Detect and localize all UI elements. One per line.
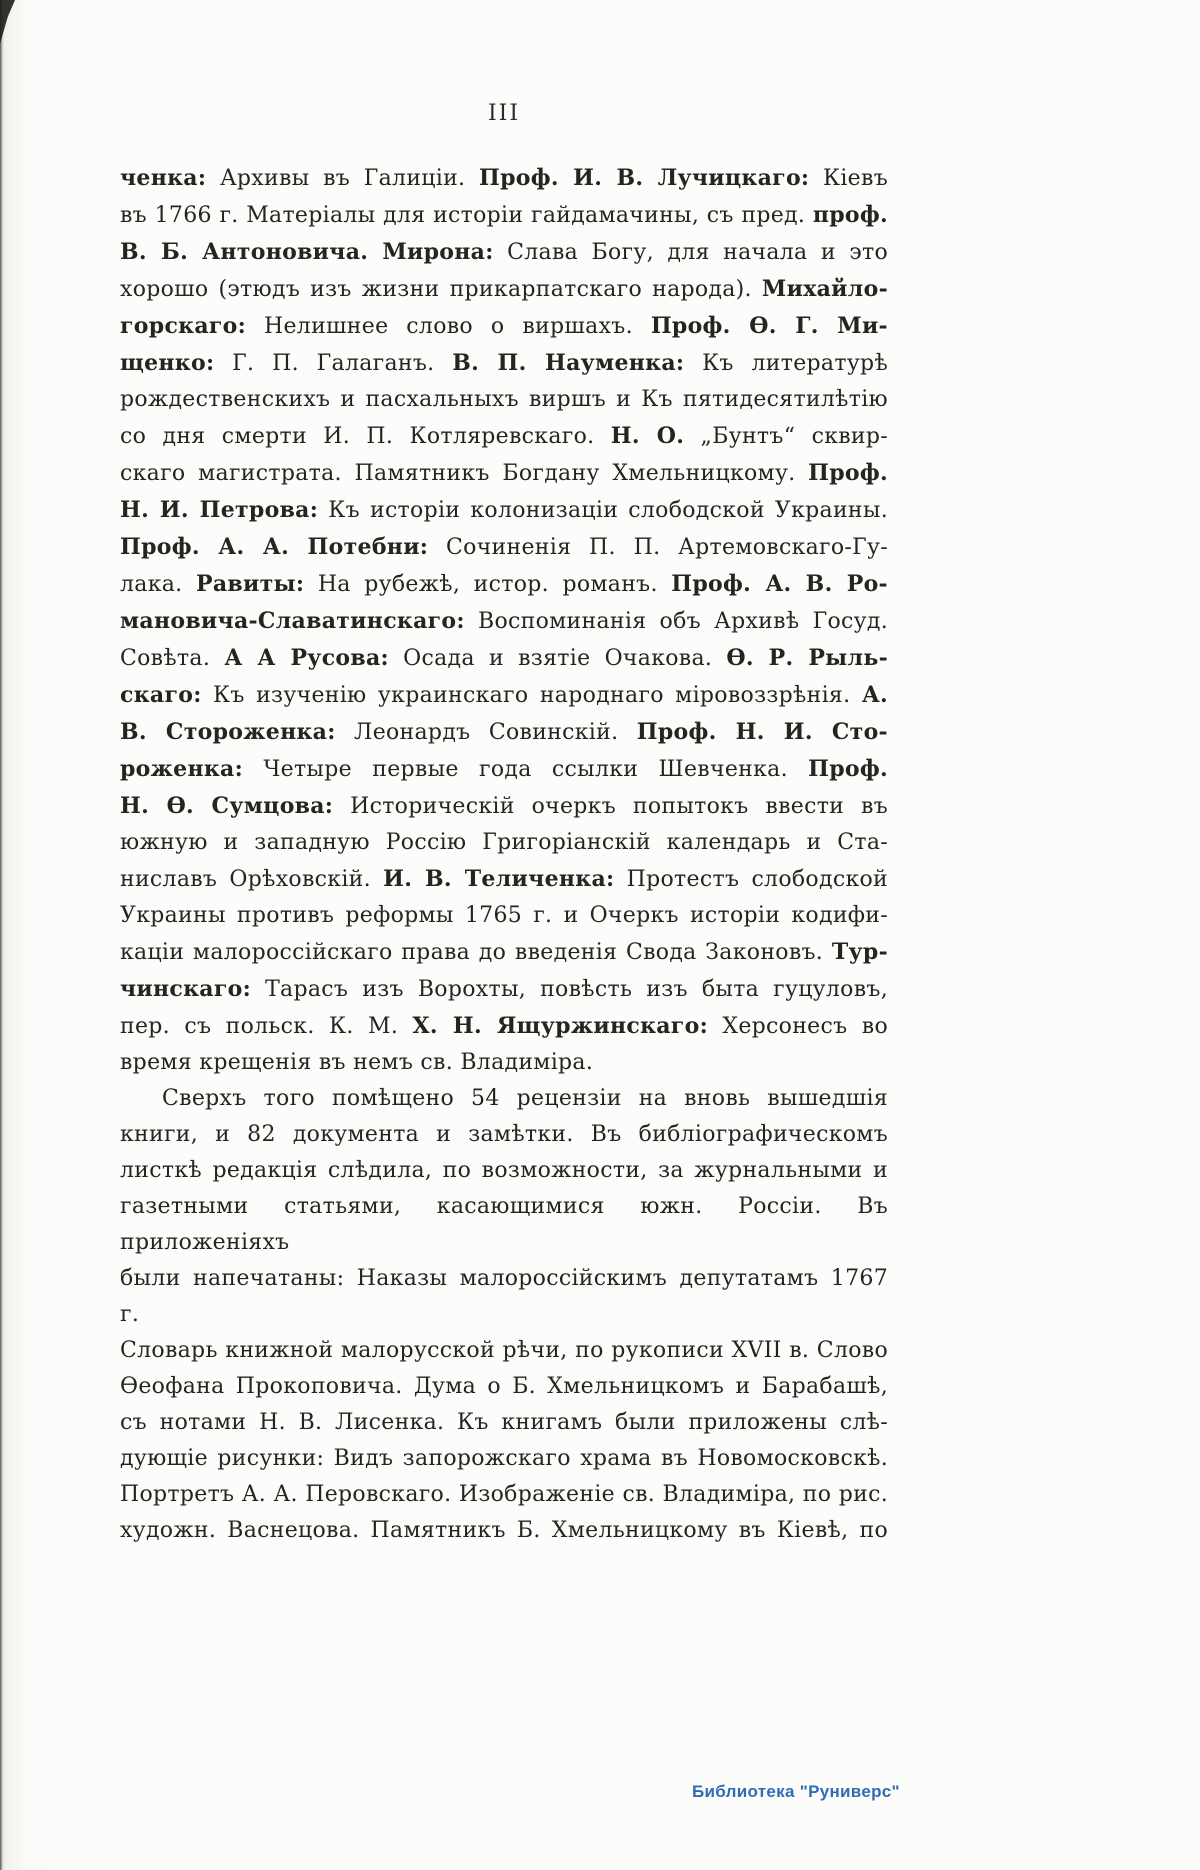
text-line (120, 197, 888, 234)
text-run: Къ исторіи колонизаціи слободской Украины. (318, 498, 888, 523)
text-run: были напечатаны: Наказы малороссійскимъ депутатамъ 1767 г. (120, 1266, 888, 1327)
text-line (120, 1117, 888, 1153)
text-line (120, 418, 888, 455)
author-name-run: А. (861, 682, 888, 708)
text-line (120, 714, 888, 751)
text-run: рождественскихъ и пасхальныхъ виршъ и Къ пятидесятилѣтію (120, 387, 888, 412)
text-run: Ѳеофана Прокоповича. Дума о Б. Хмельницкомъ и Барабашѣ, (120, 1374, 888, 1399)
text-run: Совѣта. (120, 646, 225, 671)
text-run: Сверхъ того помѣщено 54 рецензіи на вновь вышедшія (162, 1086, 888, 1111)
text-line (120, 566, 888, 603)
text-run: „Бунтъ“ сквир- (684, 424, 889, 449)
library-watermark: Библиотека "Руниверс" (692, 1782, 900, 1801)
author-name-run: А А Русова: (224, 645, 389, 671)
text-line (120, 1477, 888, 1513)
text-line (120, 1261, 888, 1333)
text-run: художн. Васнецова. Памятникъ Б. Хмельницкому въ Кіевѣ, по (120, 1518, 888, 1543)
text-run: лака. (120, 572, 196, 597)
text-line (120, 160, 888, 197)
text-line (120, 603, 888, 640)
text-line (120, 382, 888, 418)
text-line (120, 234, 888, 271)
author-name-run: Тур- (831, 939, 888, 965)
text-line (120, 455, 888, 492)
text-run: время крещенія въ немъ св. Владиміра. (120, 1050, 594, 1075)
author-name-run: щенко: (120, 350, 215, 376)
author-name-run: И. В. Теличенка: (383, 866, 615, 892)
text-line (120, 345, 888, 382)
text-line (120, 677, 888, 714)
text-run: Къ литературѣ (684, 351, 889, 376)
text-line (120, 271, 888, 308)
text-run: Протестъ слободской (614, 867, 888, 892)
text-run: дующіе рисунки: Видъ запорожскаго храма въ Новомосковскѣ. (120, 1446, 888, 1471)
text-run: Четыре первые года ссылки Шевченка. (243, 757, 809, 782)
text-line (120, 492, 888, 529)
text-line (120, 1333, 888, 1369)
author-name-run: Проф. (808, 756, 888, 782)
text-run: южную и западную Россію Григоріанскій календарь и Ста- (120, 830, 888, 855)
text-run: ниславъ Орѣховскій. (120, 867, 384, 892)
text-run: Херсонесъ во (708, 1014, 889, 1039)
paragraph (120, 1081, 888, 1549)
text-line (120, 1441, 888, 1477)
text-run: Къ изученію украинскаго народнаго міровоззрѣнія. (201, 683, 862, 708)
author-name-run: Н. И. Петрова: (120, 497, 319, 523)
text-run: книги, и 82 документа и замѣтки. Въ библіографическомъ (120, 1122, 888, 1147)
text-run: Украины противъ реформы 1765 г. и Очеркъ исторіи кодифи- (120, 903, 888, 928)
text-line (120, 1189, 888, 1261)
text-run: пер. съ польск. К. М. (120, 1014, 413, 1039)
author-name-run: Равиты: (195, 571, 305, 597)
text-run: съ нотами Н. В. Лисенка. Къ книгамъ были приложены слѣ- (120, 1410, 888, 1435)
text-line (120, 825, 888, 861)
author-name-run: Ѳ. Р. Рыль- (726, 645, 889, 671)
text-run: листкѣ редакція слѣдила, по возможности, за журнальными и (120, 1158, 888, 1183)
text-run: Портретъ А. А. Перовскаго. Изображеніе св. Владиміра, по рис. (120, 1482, 888, 1507)
text-line (120, 788, 888, 825)
text-run: Воспоминанія объ Архивѣ Госуд. (464, 609, 888, 634)
text-run: Кіевъ (809, 166, 888, 191)
page-number: III (487, 101, 521, 126)
text-run: въ 1766 г. Матеріалы для исторіи гайдамачины, съ пред. (120, 203, 813, 228)
text-line (120, 1081, 888, 1117)
author-name-run: Проф. (808, 460, 888, 486)
text-run: Историческій очеркъ попытокъ ввести въ (333, 794, 888, 819)
text-line (120, 971, 888, 1008)
author-name-run: В. Б. Антоновича. Мирона: (120, 239, 494, 265)
text-run: скаго магистрата. Памятникъ Богдану Хмельницкому. (120, 461, 809, 486)
text-line (120, 308, 888, 345)
author-name-run: В. Стороженка: (120, 719, 336, 745)
text-line (120, 1405, 888, 1441)
paragraph (120, 160, 888, 1081)
scan-edge-artifact (0, 0, 4, 1870)
author-name-run: роженка: (120, 756, 244, 782)
text-line (120, 898, 888, 934)
text-run: Осада и взятіе Очакова. (388, 646, 727, 671)
text-run: Сочиненія П. П. Артемовскаго-Гу- (428, 535, 888, 560)
text-run: со дня смерти И. П. Котляревскаго. (120, 424, 611, 449)
text-run: Г. П. Галаганъ. (214, 351, 453, 376)
author-name-run: Проф. А. В. Ро- (671, 571, 888, 597)
text-line (120, 1369, 888, 1405)
text-line (120, 640, 888, 677)
text-run: На рубежѣ, истор. романъ. (304, 572, 672, 597)
text-run: Леонардъ Совинскій. (335, 720, 637, 745)
author-name-run: мановича-Славатинскаго: (120, 608, 465, 634)
text-line (120, 934, 888, 971)
text-run: хорошо (этюдъ изъ жизни прикарпатскаго народа). (120, 277, 762, 302)
author-name-run: Проф. Н. И. Сто- (636, 719, 888, 745)
text-line (120, 1008, 888, 1045)
text-run: Архивы въ Галиціи. (206, 166, 479, 191)
author-name-run: Н. О. (610, 423, 685, 449)
text-run: Слава Богу, для начала и это (493, 240, 889, 265)
text-line (120, 1153, 888, 1189)
author-name-run: чинскаго: (120, 976, 252, 1002)
text-run: газетными статьями, касающимися южн. Россіи. Въ приложеніяхъ (120, 1194, 888, 1255)
text-run: Словарь книжной малорусской рѣчи, по рукописи XVII в. Слово (120, 1338, 888, 1363)
author-name-run: ченка: (120, 165, 207, 191)
author-name-run: Х. Н. Ящуржинскаго: (412, 1013, 708, 1039)
text-line (120, 861, 888, 898)
author-name-run: Проф. Ѳ. Г. Ми- (650, 313, 888, 339)
text-line (120, 1513, 888, 1549)
text-line (120, 1045, 888, 1081)
text-run: Тарасъ изъ Ворохты, повѣсть изъ быта гуцуловъ, (251, 977, 888, 1002)
text-line (120, 751, 888, 788)
author-name-run: скаго: (120, 682, 202, 708)
author-name-run: горскаго: (120, 313, 247, 339)
author-name-run: Н. Ѳ. Сумцова: (120, 793, 334, 819)
text-run: каціи малороссійскаго права до введенія Свода Законовъ. (120, 940, 832, 965)
text-block (120, 160, 888, 1549)
author-name-run: Михайло- (761, 276, 888, 302)
author-name-run: В. П. Науменка: (452, 350, 685, 376)
author-name-run: проф. (812, 202, 888, 228)
author-name-run: Проф. А. А. Потебни: (120, 534, 429, 560)
text-line (120, 529, 888, 566)
author-name-run: Проф. И. В. Лучицкаго: (479, 165, 810, 191)
text-run: Нелишнее слово о виршахъ. (246, 314, 651, 339)
